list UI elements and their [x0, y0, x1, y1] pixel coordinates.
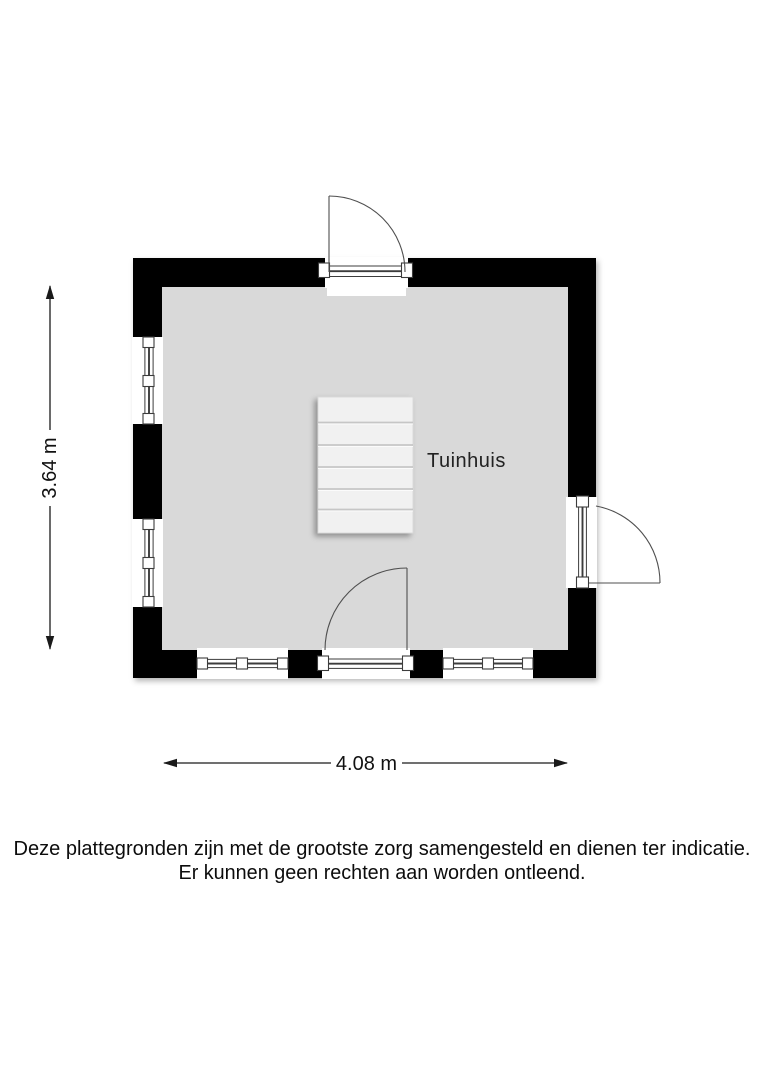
opening-door-right: [566, 497, 597, 588]
disclaimer: [14, 838, 751, 884]
disclaimer-line-1: Deze plattegronden zijn met de grootste zorg samengesteld en dienen ter indicatie.: [13, 838, 751, 860]
window-bottom-2: [443, 658, 533, 669]
staircase: [318, 397, 413, 533]
dimension-width-arrow-left: [163, 759, 177, 767]
dimension-height-arrow-down: [46, 636, 54, 650]
door-top-threshold: [327, 287, 406, 296]
wall-left: [133, 258, 162, 678]
staircase-body: [318, 397, 413, 533]
dimension-width-label: 4.08 m: [335, 753, 398, 775]
dimension-width: [163, 753, 568, 775]
opening-door-top: [325, 257, 408, 288]
door-right-swing: [596, 506, 660, 583]
window-bottom-1: [197, 658, 288, 669]
dimension-height-label: 3.64 m: [39, 437, 61, 499]
wall-right: [567, 258, 596, 678]
disclaimer-line-2: Er kunnen geen rechten aan worden ontleend.: [178, 862, 586, 884]
dimension-height-arrow-up: [46, 285, 54, 299]
room-label: Tuinhuis: [427, 450, 506, 472]
dimension-height: [39, 285, 61, 650]
dimension-width-arrow-right: [554, 759, 568, 767]
floor-plan: [132, 196, 660, 679]
